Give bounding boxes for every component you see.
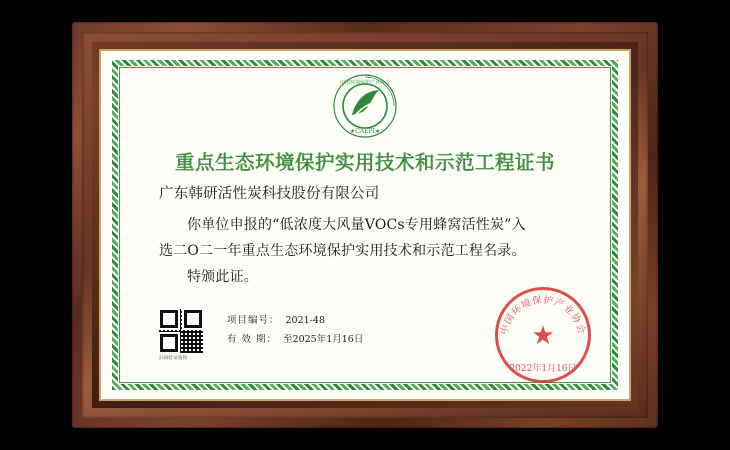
body-paragraph-1: 你单位申报的“低浓度大风量VOCs专用蜂窝活性炭”入 (187, 217, 526, 233)
project-number-label: 项目编号： (227, 315, 280, 326)
seal-date: 2022年1月16日 (509, 364, 577, 374)
official-red-seal (495, 287, 591, 383)
certificate-meta (227, 311, 363, 349)
verification-qr-code-icon[interactable] (159, 309, 203, 353)
body-paragraph-2: 选二O二一年重点生态环境保护实用技术和示范工程名录。 (159, 243, 526, 259)
caepi-emblem-icon (332, 73, 398, 139)
validity-label: 有 效 期： (227, 334, 278, 345)
recipient-name: 广东韩研活性炭科技股份有限公司 (159, 186, 380, 202)
qr-code-block (159, 309, 205, 361)
closing-statement: 特颁此证。 (187, 269, 258, 285)
validity-value: 至2025年1月16日 (283, 334, 364, 345)
seal-star-icon: ★ (531, 320, 555, 350)
meta-row-project-number (227, 311, 363, 330)
svg-text:★CAEPI★: ★CAEPI★ (349, 128, 381, 135)
svg-text:中国环境保护产业协会: 中国环境保护产业协会 (339, 80, 391, 86)
certificate-frame (72, 22, 658, 428)
qr-caption: 扫码验证真伪 (159, 356, 188, 361)
meta-row-validity (227, 330, 363, 349)
certificate-paper (101, 51, 629, 399)
certificate-title: 重点生态环境保护实用技术和示范工程证书 (174, 151, 555, 174)
qr-eye-bottom-left (160, 334, 178, 352)
svg-text:中国环境保护产业协会: 中国环境保护产业协会 (499, 294, 587, 336)
project-number-value: 2021-48 (285, 315, 325, 326)
certificate-body (159, 183, 581, 290)
